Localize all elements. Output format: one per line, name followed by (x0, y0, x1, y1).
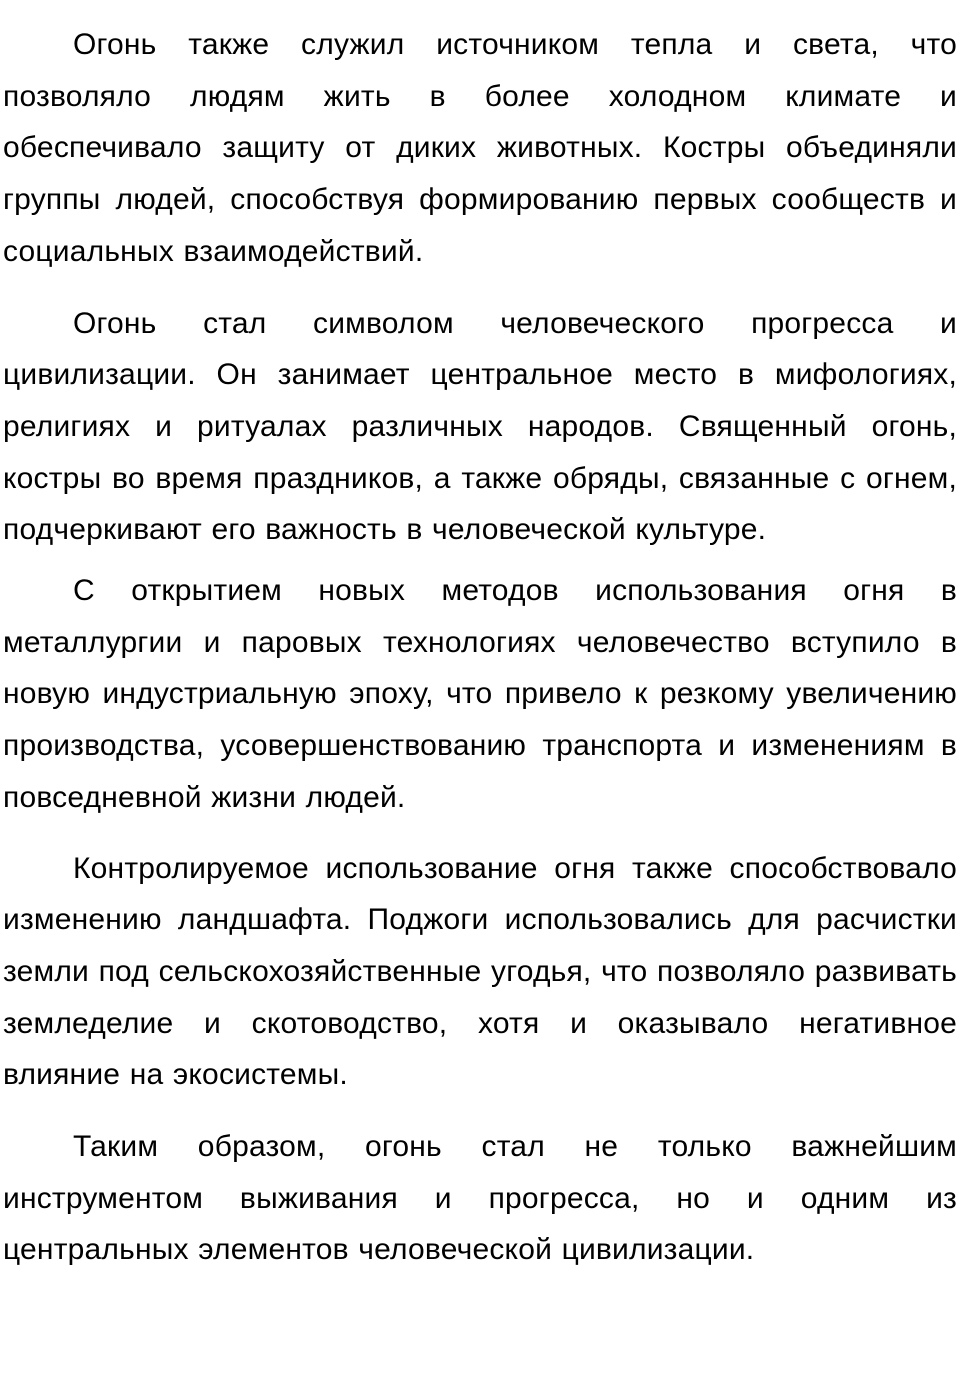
paragraph-industrial-era: С открытием новых методов использования огня в металлургии и паровых технологиях человечество вступило в новую индустриальную эпоху, что привело к резкому увеличению производства, усовершенствованию транспорта и изменениям в повседневной жизни людей. (3, 574, 957, 814)
paragraph-landscape-change: Контролируемое использование огня также способствовало изменению ландшафта. Поджоги использовались для расчистки земли под сельскохозяйственные угодья, что позволяло развивать земледелие и скотоводство, хотя и оказывало негативное влияние на экосистемы. (3, 851, 957, 1092)
paragraph-conclusion: Таким образом, огонь стал не только важнейшим инструментом выживания и прогресса, но и одним из центральных элементов человеческой цивилизации. (3, 1130, 957, 1267)
document-page (3, 19, 957, 1276)
paragraph-symbol-of-progress: Огонь стал символом человеческого прогресса и цивилизации. Он занимает центральное место в мифологиях, религиях и ритуалах различных народов. Священный огонь, костры во время праздников, а также обряды, связанные с огнем, подчеркивают его важность в человеческой культуре. (3, 306, 957, 547)
paragraph-heat-and-light: Огонь также служил источником тепла и света, что позволяло людям жить в более холодном климате и обеспечивало защиту от диких животных. Костры объединяли группы людей, способствуя формированию первых сообществ и социальных взаимодействий. (3, 28, 957, 268)
